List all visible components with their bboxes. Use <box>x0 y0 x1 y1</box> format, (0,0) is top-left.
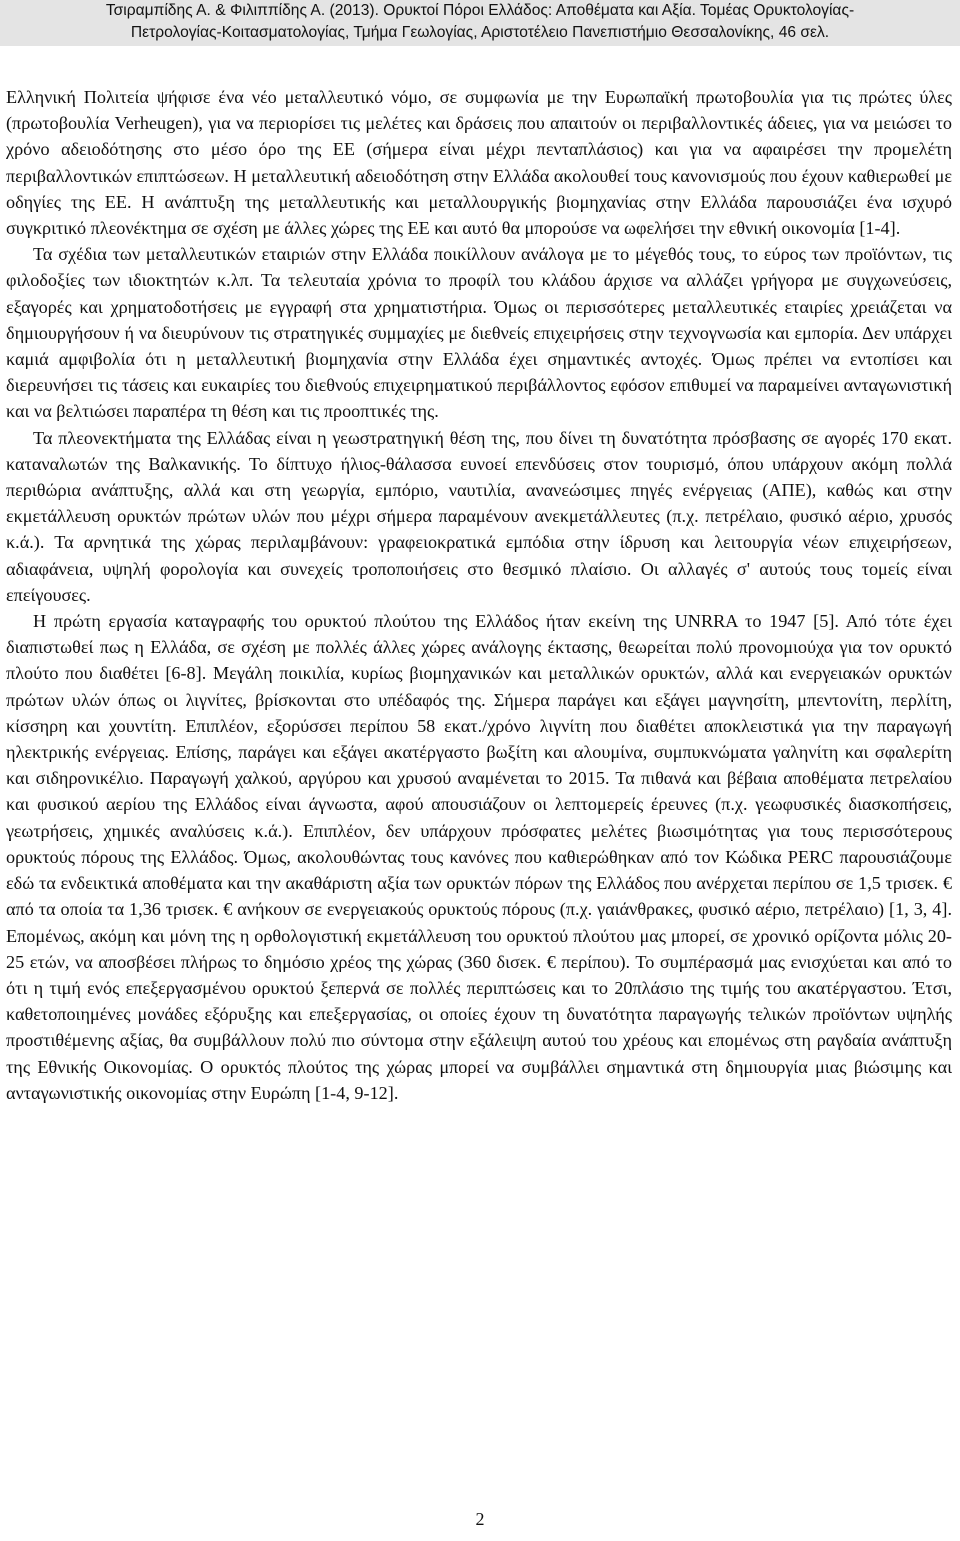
page-number: 2 <box>475 1509 485 1529</box>
header-citation-line-2: Πετρολογίας-Κοιτασματολογίας, Τμήμα Γεωλογίας, Αριστοτέλειο Πανεπιστήμιο Θεσσαλονίκης, 46 σελ. <box>130 24 830 41</box>
paragraph: Η πρώτη εργασία καταγραφής του ορυκτού πλούτου της Ελλάδος ήταν εκείνη της UNRRA το 1947 [5]. Από τότε έχει διαπιστωθεί πως η Ελλάδα, σε σχέση με πολλές άλλες χώρες ανάλογης έκτασης, θεωρείται πολύ προνομιούχα για τον ορυκτό πλούτο που διαθέτει [6-8]. Μεγάλη ποικιλία, κυρίως βιομηχανικών και μεταλλικών ορυκτών, αλλά και ενεργειακών ορυκτών πρώτων υλών όπως οι λιγνίτες, βρίσκονται στο υπέδαφός της. Σήμερα παράγει και εξάγει μαγνησίτη, μπεντονίτη, περλίτη, κίσσηρη και χουντίτη. Επιπλέον, εξορύσσει περίπου 58 εκατ./χρόνο λιγνίτη που διαθέτει αποκλειστικά για την παραγωγή ηλεκτρικής ενέργειας. Επίσης, παράγει και εξάγει ακατέργαστο βωξίτη και αλουμίνα, συμπυκνώματα γαληνίτη και σφαλερίτη και σιδηρονικέλιο. Παραγωγή χαλκού, αργύρου και χρυσού αναμένεται το 2015. Τα πιθανά και βέβαια αποθέματα πετρελαίου και φυσικού αερίου της Ελλάδος είναι άγνωστα, αφού απουσιάζουν οι λεπτομερείς έρευνες (π.χ. γεωφυσικές διασκοπήσεις, γεωτρήσεις, χημικές αναλύσεις κ.ά.). Επιπλέον, δεν υπάρχουν πρόσφατες μελέτες βιωσιμότητας για τους περισσότερους ορυκτούς πόρους της Ελλάδος. Όμως, ακολουθώντας τους κανόνες που καθιερώθηκαν από τον Κώδικα PERC παρουσιάζουμε εδώ τα ενδεικτικά αποθέματα και την ακαθάριστη αξία των ορυκτών πόρων της Ελλάδος που ανέρχεται περίπου σε 1,5 τρισεκ. € από τα οποία τα 1,36 τρισεκ. € ανήκουν σε ενεργειακούς ορυκτούς πόρους (π.χ. γαιάνθρακες, φυσικό αέριο, πετρέλαιο) [1, 3, 4]. Επομένως, ακόμη και μόνη της η ορθολογιστική εκμετάλλευση του ορυκτού πλούτου μας μπορεί, σε χρονικό ορίζοντα μόλις 20-25 ετών, να αποσβέσει πλήρως το δημόσιο χρέος της χώρας (360 δισεκ. € περίπου). Το συμπέρασμά μας ενισχύεται και από το ότι η τιμή ενός επεξεργασμένου ορυκτού ξεπερνά σε πολλές περιπτώσεις και το 20πλάσιο της τιμής του ακατέργαστου. Έτσι, καθετοποιημένες μονάδες εξόρυξης και επεξεργασίας, οι οποίες έχουν τη δυνατότητα παραγωγής τελικών προϊόντων υψηλής προστιθέμενης αξίας, θα συμβάλλουν πολύ πιο σύντομα στην εξάλειψη αυτού του χρέους και επομένως στη ραγδαία ανάπτυξη της Εθνικής Οικονομίας. Ο ορυκτός πλούτος της χώρας μπορεί να συμβάλλει σημαντικά στη δημιουργία μιας βιώσιμης και ανταγωνιστικής οικονομίας στην Ευρώπη [1-4, 9-12]. <box>6 611 952 1103</box>
paragraph: Τα πλεονεκτήματα της Ελλάδας είναι η γεωστρατηγική θέση της, που δίνει τη δυνατότητα πρόσβασης σε αγορές 170 εκατ. καταναλωτών της Βαλκανικής. Το δίπτυχο ήλιος-θάλασσα ευνοεί επενδύσεις στον τουρισμό, όπου υπάρχουν ακόμη πολλά περιθώρια ανάπτυξης, αλλά και στη γεωργία, εμπόριο, ναυτιλία, ανανεώσιμες πηγές ενέργειας (ΑΠΕ), καθώς και στην εκμετάλλευση ορυκτών πρώτων υλών που μέχρι σήμερα παραμένουν ανεκμετάλλευτες (π.χ. πετρέλαιο, φυσικό αέριο, χρυσός κ.ά.). Τα αρνητικά της χώρας περιλαμβάνουν: γραφειοκρατικά εμπόδια στην ίδρυση και λειτουργία νέων επιχειρήσεων, αδιαφάνεια, υψηλή φορολογία και συνεχείς τροποποιήσεις στο θεσμικό πλαίσιο. Οι αλλαγές σ' αυτούς τους τομείς είναι επείγουσες. <box>6 427 952 605</box>
header-citation-line-1: Τσιραμπίδης Α. & Φιλιππίδης Α. (2013). Ορυκτοί Πόροι Ελλάδος: Αποθέματα και Αξία. Τομέας Ορυκτολογίας- <box>105 2 855 19</box>
paragraph: Τα σχέδια των μεταλλευτικών εταιριών στην Ελλάδα ποικίλλουν ανάλογα με το μέγεθός τους, το εύρος των προϊόντων, τις φιλοδοξίες των ιδιοκτητών κ.λπ. Τα τελευταία χρόνια το προφίλ του κλάδου άρχισε να αλλάζει γρήγορα με συγχωνεύσεις, εξαγορές και χρηματοδοτήσεις με εγγραφή στα χρηματιστήρια. Όμως οι περισσότερες μεταλλευτικές εταιρίες χρειάζεται να δημιουργήσουν ή να διευρύνουν τις στρατηγικές συμμαχίες με διεθνείς επιχειρήσεις στην τεχνογνωσία και εμπορία. Δεν υπάρχει καμιά αμφιβολία ότι η μεταλλευτική βιομηχανία στην Ελλάδα έχει σημαντικές αντοχές. Όμως πρέπει να εντοπίσει και διερευνήσει τις τάσεις και ευκαιρίες του διεθνούς επιχειρηματικού περιβάλλοντος εφόσον επιθυμεί να παραμείνει ανταγωνιστική και να βελτιώσει παραπέρα τη θέση και τις προοπτικές της. <box>6 244 952 422</box>
document-body <box>6 84 952 1106</box>
paragraph: Ελληνική Πολιτεία ψήφισε ένα νέο μεταλλευτικό νόμο, σε συμφωνία με την Ευρωπαϊκή πρωτοβουλία για τις πρώτες ύλες (πρωτοβουλία Verheugen), για να περιορίσει τις μελέτες και δράσεις που απαιτούν οι περιβαλλοντικές άδειες, για να μειώσει το χρόνο αδειοδότησης στο μέσο όρο της ΕΕ (σήμερα είναι μέχρι πενταπλάσιος) και για να αφαιρέσει την προμελέτη περιβαλλοντικών επιπτώσεων. Η μεταλλευτική αδειοδότηση στην Ελλάδα ακολουθεί τους κανονισμούς που έχουν καθιερωθεί με οδηγίες της ΕΕ. Η ανάπτυξη της μεταλλευτικής και μεταλλουργικής βιομηχανίας στην Ελλάδα παρουσιάζει ένα ισχυρό συγκριτικό πλεονέκτημα σε σχέση με άλλες χώρες της ΕΕ και αυτό θα μπορούσε να ωφελήσει την εθνική οικονομία [1-4]. <box>6 87 952 239</box>
running-header <box>0 0 960 46</box>
